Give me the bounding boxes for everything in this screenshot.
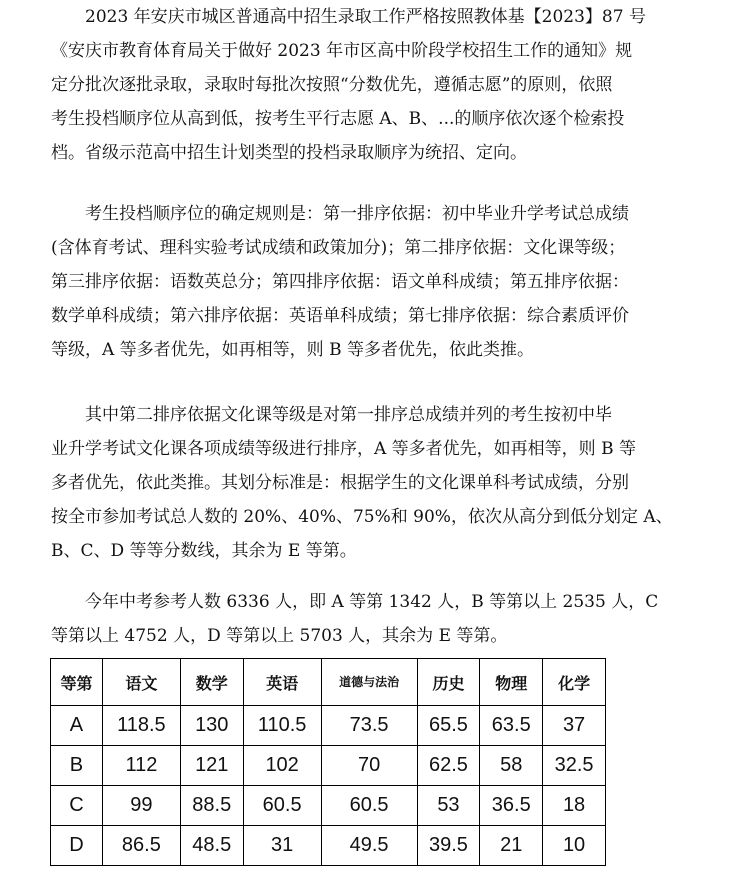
table-cell: 110.5 [243,706,321,746]
table-cell: 58 [480,746,543,786]
paragraph-participant-counts [51,585,691,653]
table-cell: 21 [480,826,543,866]
table-cell: 99 [102,786,180,826]
table-cell: 31 [243,826,321,866]
table-row [51,786,606,826]
text-line: 2023 年安庆市城区普通高中招生录取工作严格按照教体基【2023】87 号 [51,7,646,27]
paragraph-admission-policy [51,0,691,170]
header-cell: 等第 [51,659,103,706]
header-cell: 化学 [543,659,606,706]
table-cell: 10 [543,826,606,866]
table-cell: 32.5 [543,746,606,786]
text-line: 业升学考试文化课各项成绩等级进行排序，A 等多者优先，如再相等，则 B 等 [51,439,636,459]
table-cell: 86.5 [102,826,180,866]
text-line: 《安庆市教育体育局关于做好 2023 年市区高中阶段学校招生工作的通知》规 [51,41,633,61]
header-cell: 道德与法治 [321,659,417,706]
text-line: 数学单科成绩；第六排序依据：英语单科成绩；第七排序依据：综合素质评价 [51,306,629,326]
table-cell: 53 [417,786,480,826]
table-cell: 60.5 [243,786,321,826]
text-line: 档。省级示范高中招生计划类型的投档录取顺序为统招、定向。 [51,143,527,163]
text-line: 定分批次逐批录取，录取时每批次按照“分数优先，遵循志愿”的原则，依照 [51,75,613,95]
table-row [51,746,606,786]
table-cell: 130 [180,706,243,746]
text-line: B、C、D 等等分数线，其余为 E 等第。 [51,541,357,561]
text-line: 第三排序依据：语数英总分；第四排序依据：语文单科成绩；第五排序依据： [51,272,629,292]
table-cell: 63.5 [480,706,543,746]
table-cell: 62.5 [417,746,480,786]
table-row [51,826,606,866]
header-cell: 英语 [243,659,321,706]
table-cell: 36.5 [480,786,543,826]
header-cell: 数学 [180,659,243,706]
table-cell: A [51,706,103,746]
table-cell: 102 [243,746,321,786]
table-cell: 39.5 [417,826,480,866]
table-cell: 65.5 [417,706,480,746]
text-line: 考生投档顺序位从高到低，按考生平行志愿 A、B、...的顺序依次逐个检索投 [51,109,625,129]
table-cell: 37 [543,706,606,746]
table-cell: 88.5 [180,786,243,826]
table-cell: 49.5 [321,826,417,866]
table-cell: 60.5 [321,786,417,826]
table-cell: 73.5 [321,706,417,746]
text-line: 考生投档顺序位的确定规则是：第一排序依据：初中毕业升学考试总成绩 [51,204,629,224]
text-line: 等级，A 等多者优先，如再相等，则 B 等多者优先，依此类推。 [51,340,534,360]
grade-cutoff-table [50,658,606,866]
table-cell: B [51,746,103,786]
table-cell: 118.5 [102,706,180,746]
text-line: 今年中考参考人数 6336 人，即 A 等第 1342 人，B 等第以上 2535 人，C [51,592,659,612]
text-line: 按全市参加考试总人数的 20%、40%、75%和 90%，依次从高分到低分划定 A、 [51,507,673,527]
text-line: (含体育考试、理科实验考试成绩和政策加分)；第二排序依据：文化课等级； [51,238,626,258]
table-cell: C [51,786,103,826]
text-line: 其中第二排序依据文化课等级是对第一排序总成绩并列的考生按初中毕 [51,405,612,425]
header-cell: 历史 [417,659,480,706]
table-cell: D [51,826,103,866]
header-cell: 物理 [480,659,543,706]
table-cell: 121 [180,746,243,786]
table-cell: 48.5 [180,826,243,866]
table-cell: 70 [321,746,417,786]
table-header-row [51,659,606,706]
text-line: 等第以上 4752 人，D 等第以上 5703 人，其余为 E 等第。 [51,626,508,646]
paragraph-grade-criteria [51,398,691,568]
text-line: 多者优先，依此类推。其划分标准是：根据学生的文化课单科考试成绩，分别 [51,473,629,493]
header-cell: 语文 [102,659,180,706]
paragraph-ranking-rules [51,197,691,367]
table-row [51,706,606,746]
table-cell: 18 [543,786,606,826]
table-cell: 112 [102,746,180,786]
